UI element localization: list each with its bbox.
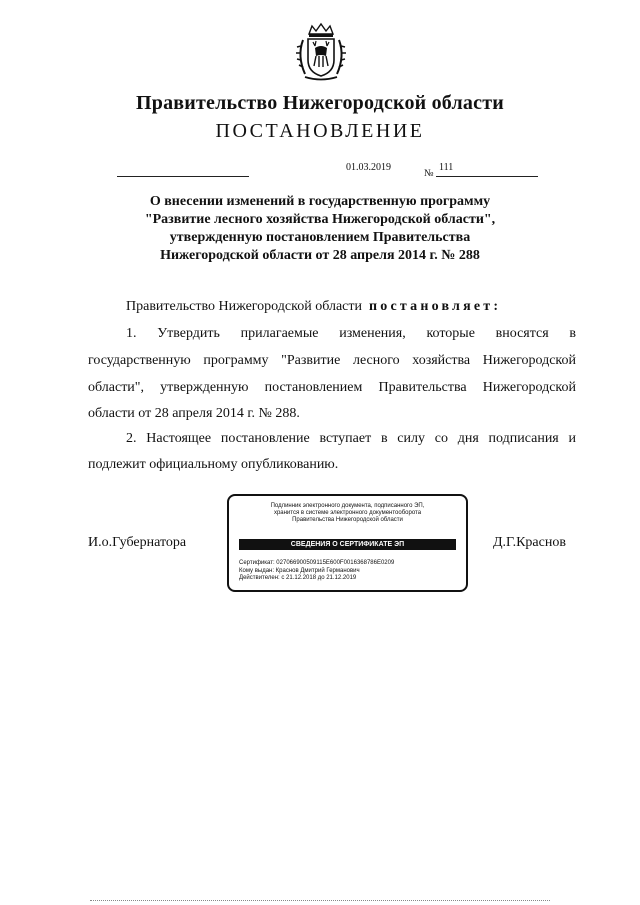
certificate-validity: Действителен: с 21.12.2018 до 21.12.2019	[239, 575, 357, 581]
intro-action: постановляет:	[369, 299, 502, 314]
footer-divider	[90, 900, 550, 901]
document-date: 01.03.2019	[346, 162, 391, 173]
certificate-details	[239, 560, 394, 583]
signatory-name: Д.Г.Краснов	[493, 535, 566, 550]
subject-line: Нижегородской области от 28 апреля 2014 г. № 288	[160, 248, 480, 263]
stamp-header	[229, 503, 466, 524]
document-subject	[100, 193, 540, 265]
paragraph-1-line: 1. Утвердить прилагаемые изменения, которые вносятся в	[126, 326, 576, 341]
document-type: ПОСТАНОВЛЕНИЕ	[215, 120, 425, 142]
subject-line: О внесении изменений в государственную программу	[149, 194, 491, 209]
paragraph-2-line: 2. Настоящее постановление вступает в силу со дня подписания и	[126, 431, 576, 446]
paragraph-1-line: государственную программу "Развитие лесного хозяйства Нижегородской	[88, 353, 576, 368]
stamp-header-line: Подлинник электронного документа, подписанного ЭП,	[270, 503, 425, 509]
number-underline	[436, 176, 538, 177]
date-underline	[117, 176, 249, 177]
stamp-header-line: хранится в системе электронного документооборота	[273, 510, 422, 516]
signatory-position: И.о.Губернатора	[88, 535, 187, 550]
paragraph-1-line: области от 28 апреля 2014 г. № 288.	[88, 406, 300, 421]
certificate-number: Сертификат: 027066900509115E600F0016368786E0209	[239, 560, 395, 566]
paragraph-2-line: подлежит официальному опубликованию.	[88, 457, 339, 472]
certificate-info-bar: СВЕДЕНИЯ О СЕРТИФИКАТЕ ЭП	[239, 539, 456, 550]
certificate-owner: Кому выдан: Краснов Дмитрий Германович	[239, 567, 360, 574]
number-label: №	[424, 168, 434, 179]
intro-text: Правительство Нижегородской области	[126, 299, 362, 314]
paragraph-1-line: области", утвержденную постановлением Правительства Нижегородской	[88, 380, 576, 395]
coat-of-arms-icon	[295, 22, 347, 82]
subject-line: "Развитие лесного хозяйства Нижегородской области",	[144, 212, 496, 227]
subject-line: утвержденную постановлением Правительства	[169, 230, 471, 245]
stamp-header-line: Правительства Нижегородской области	[292, 517, 403, 523]
document-number: 111	[439, 162, 454, 173]
intro-paragraph	[126, 299, 576, 315]
electronic-signature-stamp	[227, 494, 468, 592]
government-name: Правительство Нижегородской области	[136, 92, 504, 114]
